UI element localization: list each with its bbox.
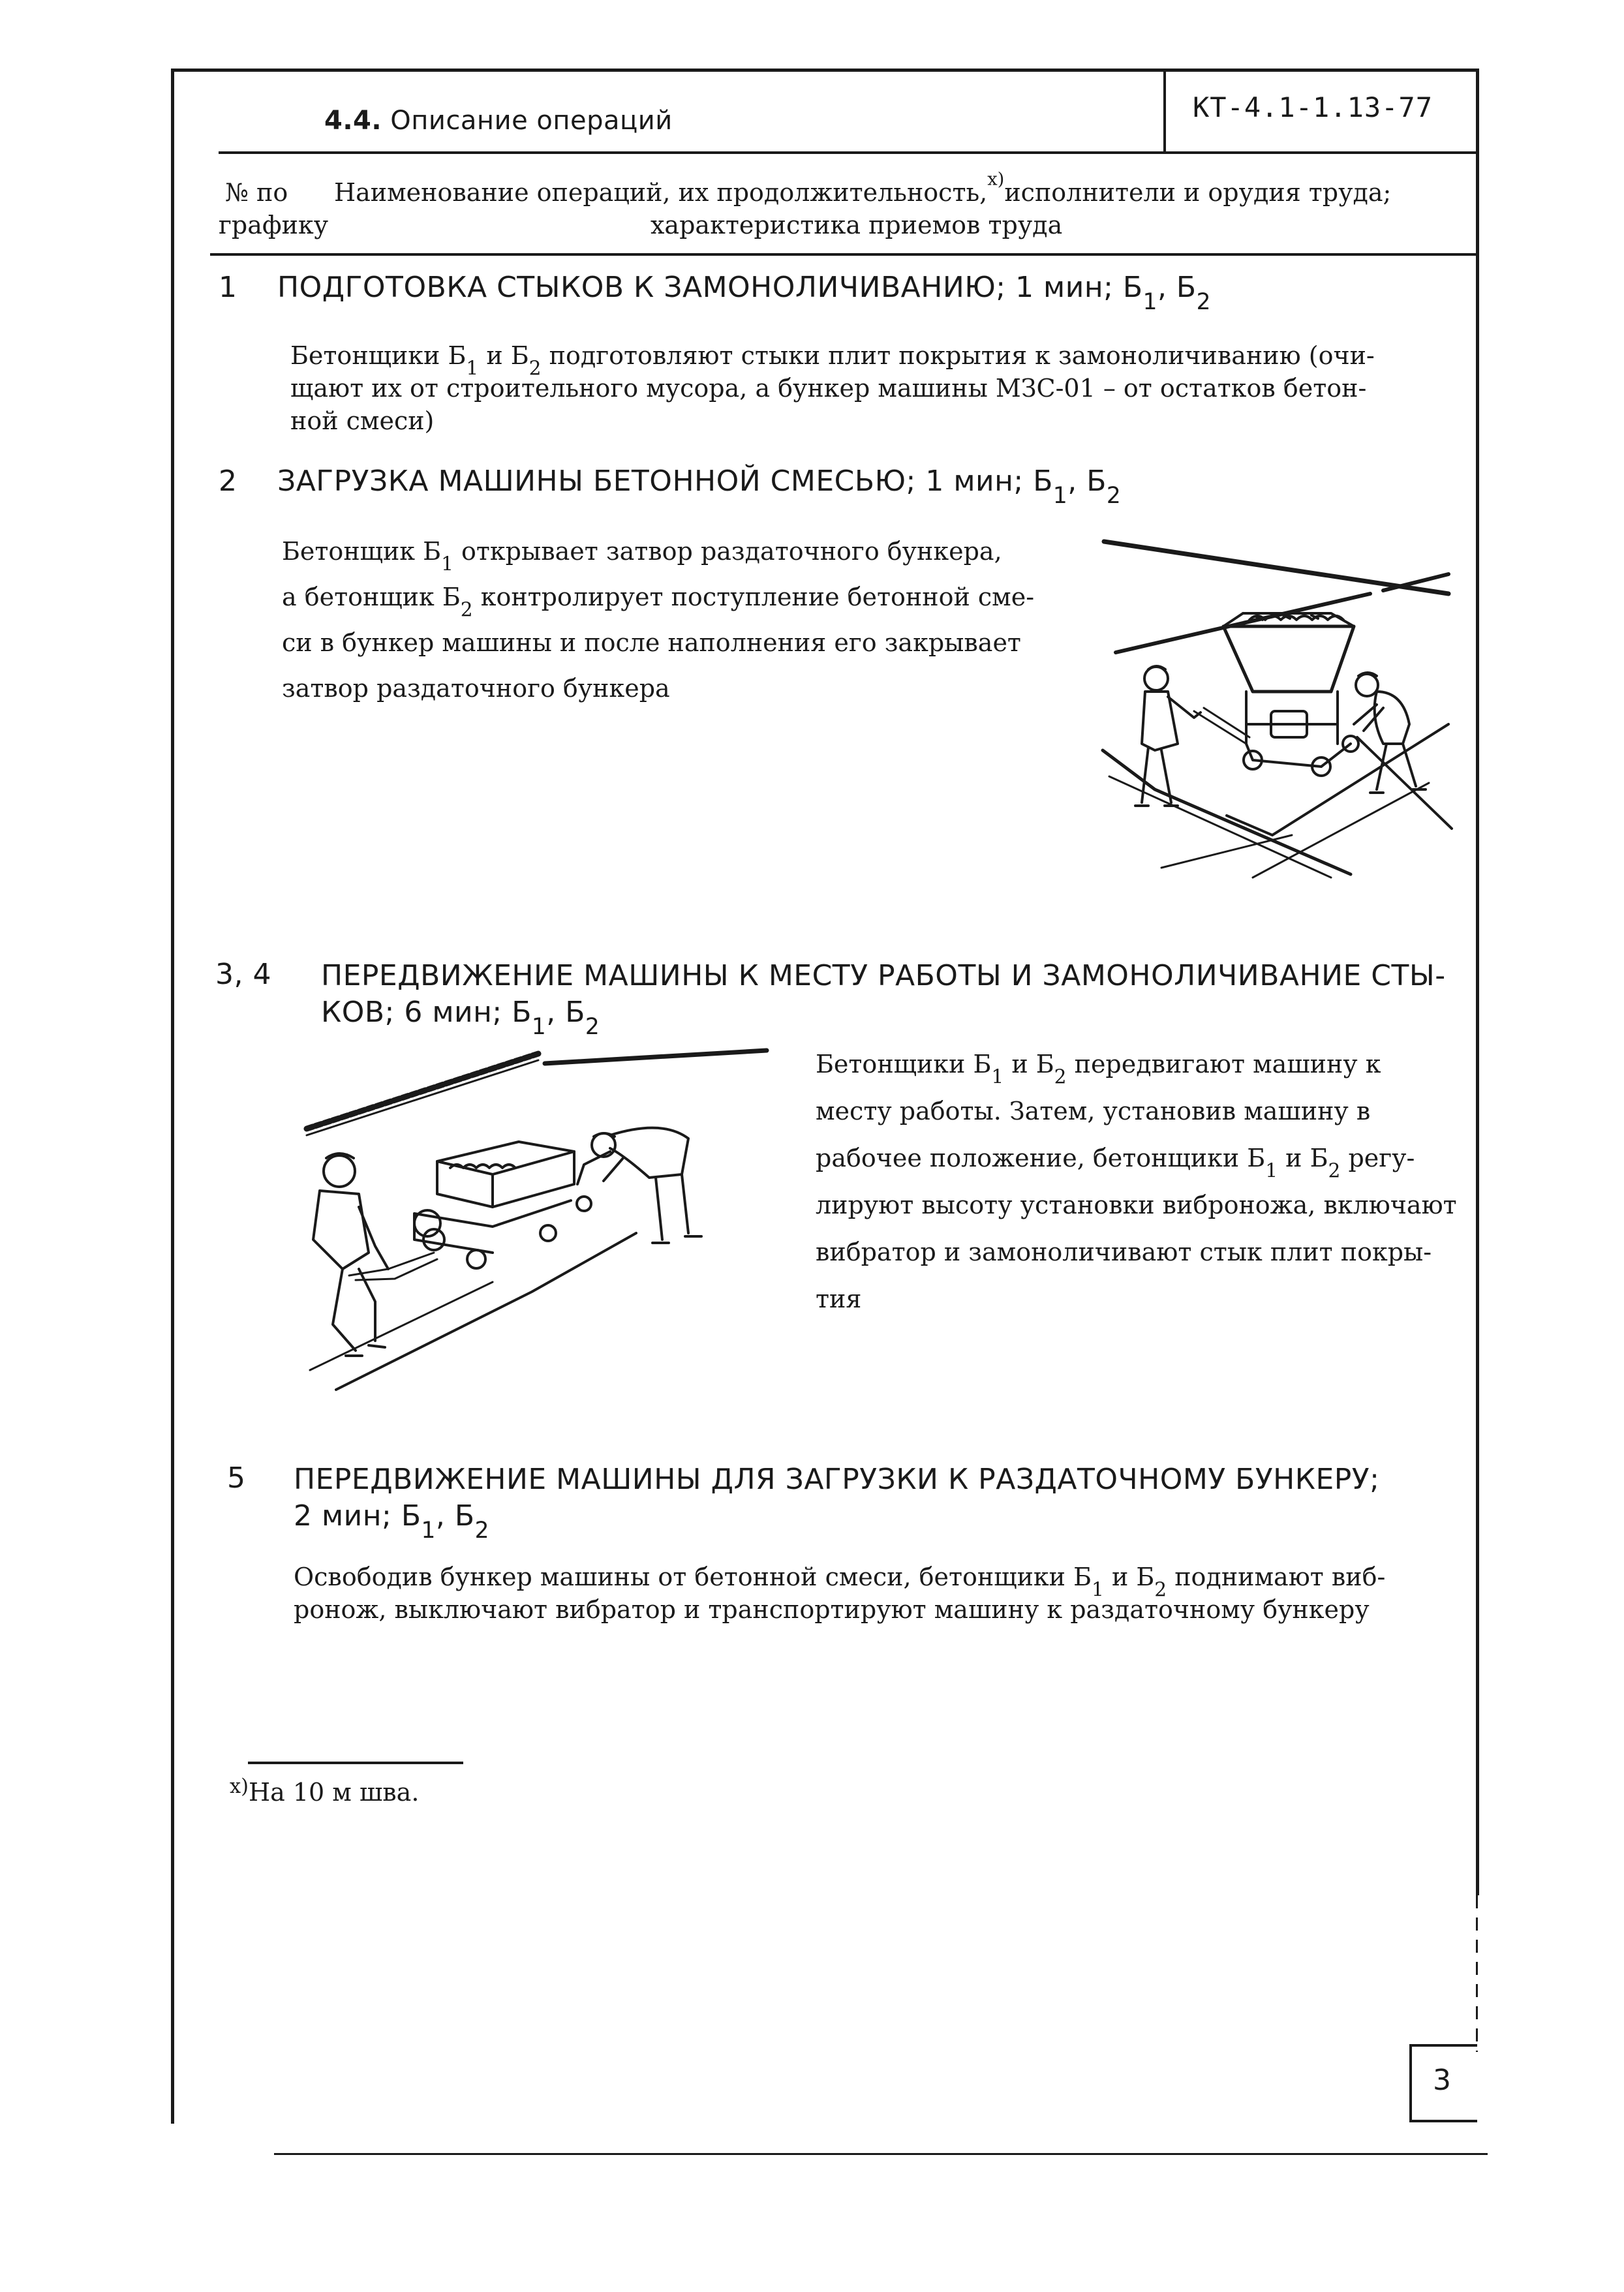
- op34-number: 3, 4: [215, 958, 271, 991]
- op1-title: ПОДГОТОВКА СТЫКОВ К ЗАМОНОЛИЧИВАНИЮ; 1 мин; $Б_1$, $Б_2$: [277, 271, 1211, 315]
- op2-text: Бетонщик $Б_1$ открывает затвор раздаточного бункера, а бетонщик $Б_2$ контролирует поступление бетонной сме- си в бункер машины и после наполнения его закрывает затвор раздаточного бункера: [282, 537, 1035, 703]
- op2-number: 2: [219, 465, 237, 498]
- frame-left-line: [171, 69, 174, 2124]
- section-heading: [324, 106, 673, 136]
- col-number-line2: графику: [219, 211, 329, 239]
- footnote-text: На 10 м шва.: [249, 1778, 420, 1807]
- op34-text: Бетонщики $Б_1$ и $Б_2$ передвигают машину к месту работы. Затем, установив машину в рабочее положение, бетонщики $Б_1$ и $Б_2$ регу- лируют высоту установки виброножа, включают вибратор и замоноличивают стык плит покры- тия: [816, 1050, 1457, 1313]
- col-number-line1: № по: [225, 178, 288, 207]
- column-header-underline: [210, 253, 1479, 256]
- section-number: 4.4.: [324, 106, 382, 136]
- footnote-mark: x): [230, 1775, 249, 1798]
- doc-code-box-bottom: [1163, 151, 1479, 154]
- header-underline: [219, 151, 1165, 154]
- col-number-heading: [219, 176, 328, 241]
- col-name-line2: характеристика приемов труда: [651, 211, 1063, 239]
- frame-top-line: [171, 69, 1479, 72]
- page-number: 3: [1433, 2064, 1451, 2097]
- col-name-heading: [334, 169, 1392, 241]
- op5-text: Освободив бункер машины от бетонной смеси, бетонщики $Б_1$ и $Б_2$ поднимают виб- ронож, выключают вибратор и транспортируют машину к раздаточному бункеру: [294, 1563, 1386, 1624]
- doc-code-box-left: [1163, 69, 1166, 153]
- col-name-line1b: исполнители и орудия труда;: [1004, 178, 1392, 207]
- op5-number: 5: [227, 1461, 246, 1495]
- op2-title: ЗАГРУЗКА МАШИНЫ БЕТОННОЙ СМЕСЬЮ; 1 мин; $Б_1$, $Б_2$: [277, 465, 1122, 509]
- loading-machine-illustration: [1096, 528, 1462, 881]
- footnote-rule: [248, 1762, 463, 1764]
- op1-text: Бетонщики $Б_1$ и $Б_2$ подготовляют стыки плит покрытия к замоноличиванию (очи- щают их от строительного мусора, а бункер машины МЗС-01 – от остатков бетон- ной смеси): [290, 341, 1375, 435]
- col-name-line1a: Наименование операций, их продолжительность,: [334, 178, 988, 207]
- footnote-ref: x): [987, 169, 1005, 190]
- frame-bottom-line: [274, 2153, 1488, 2155]
- moving-machine-illustration: [297, 1044, 793, 1396]
- footnote: [230, 1775, 420, 1807]
- section-title: Описание операций: [390, 106, 673, 136]
- op1-number: 1: [219, 271, 237, 304]
- doc-code: КТ-4.1-1.13-77: [1193, 91, 1433, 123]
- frame-right-line-dashed: [1476, 1895, 1478, 2052]
- op34-title: ПЕРЕДВИЖЕНИЕ МАШИНЫ К МЕСТУ РАБОТЫ И ЗАМОНОЛИЧИВАНИЕ СТЫ- КОВ; 6 мин; $Б_1$, $Б_2$: [321, 959, 1446, 1040]
- op5-title: ПЕРЕДВИЖЕНИЕ МАШИНЫ ДЛЯ ЗАГРУЗКИ К РАЗДАТОЧНОМУ БУНКЕРУ; 2 мин; $Б_1$, $Б_2$: [294, 1463, 1380, 1544]
